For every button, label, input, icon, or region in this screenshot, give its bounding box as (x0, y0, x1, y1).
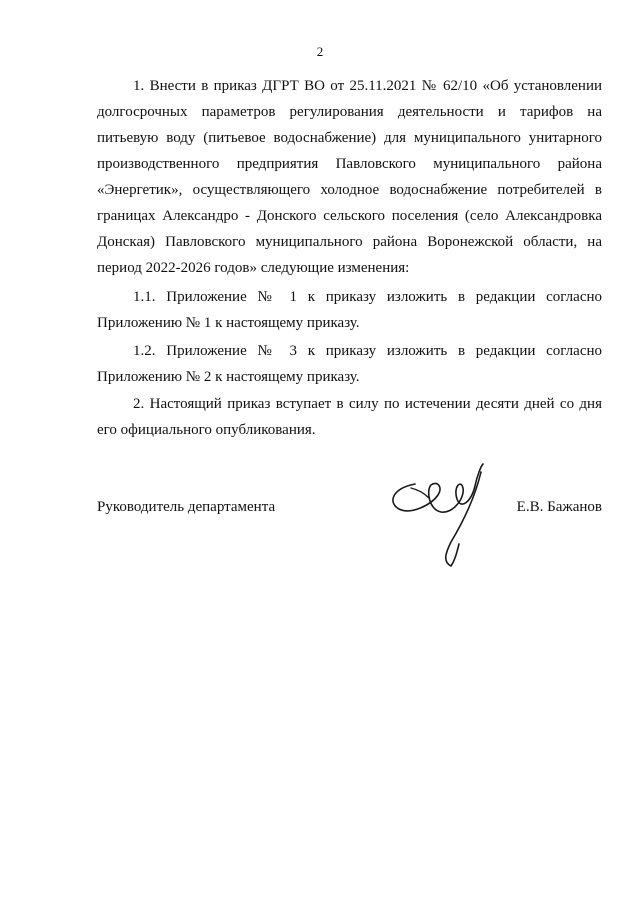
clause-2-paragraph: 2. Настоящий приказ вступает в силу по истечении десяти дней со дня его официального опубликования. (97, 396, 602, 438)
signer-name: Е.В. Бажанов (516, 499, 602, 515)
page-number: 2 (316, 44, 324, 59)
clause-1-1-paragraph: 1.1. Приложение № 1 к приказу изложить в редакции согласно Приложению № 1 к настоящему приказу. (97, 289, 602, 331)
signer-position: Руководитель департамента (97, 499, 276, 515)
handwritten-signature (385, 462, 495, 572)
clause-1-paragraph: 1. Внести в приказ ДГРТ ВО от 25.11.2021 № 62/10 «Об установлении долгосрочных параметров регулирования деятельности и тарифов на питьевую воду (питьевое водоснабжение) для муниципального унитарного производственного предприятия Павловского муниципального района «Энергетик», осуществляющего холодное водоснабжение потребителей в границах Александро - Донского сельского поселения (село Александровка Донская) Павловского муниципального района Воронежской области, на период 2022-2026 годов» следующие изменения: (97, 78, 602, 276)
clause-1-2-paragraph: 1.2. Приложение № 3 к приказу изложить в редакции согласно Приложению № 2 к настоящему приказу. (97, 343, 602, 385)
